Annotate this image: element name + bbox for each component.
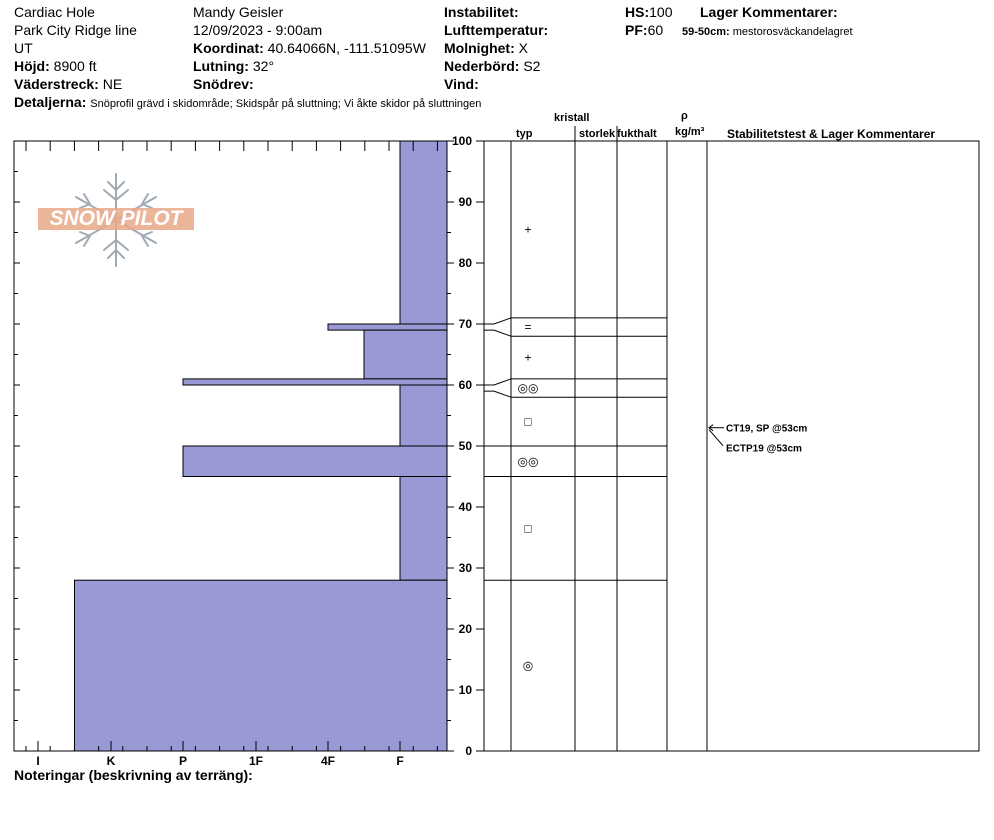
- hardness-bar: [75, 580, 448, 751]
- hardness-tick-label: F: [396, 754, 404, 768]
- depth-tick-label: 10: [458, 683, 472, 697]
- wind-label: Vind:: [444, 76, 479, 92]
- layer-comment-depth: 59-50cm:: [682, 26, 730, 38]
- stability-test-label: CT19, SP @53cm: [726, 423, 808, 435]
- hs-value: 100: [649, 4, 673, 20]
- hardness-bar: [328, 324, 447, 330]
- elevation-value: 8900 ft: [53, 58, 97, 74]
- depth-tick-label: 80: [458, 256, 472, 270]
- precip-label: Nederbörd:: [444, 58, 520, 74]
- crystal-header: kristall: [554, 112, 590, 124]
- precip-value: S2: [523, 58, 541, 74]
- crystal-symbol: +: [524, 350, 532, 365]
- density-unit-header: kg/m³: [675, 126, 705, 138]
- crystal-symbol: □: [524, 521, 532, 536]
- layer-table: [484, 126, 979, 751]
- slope-value: 32°: [252, 58, 275, 74]
- crystal-symbol: ◎: [522, 658, 534, 673]
- layer-comments-label: Lager Kommentarer:: [700, 4, 838, 20]
- stability-test-label: ECTP19 @53cm: [726, 443, 802, 455]
- layer-connector: [484, 330, 511, 336]
- snowpilot-logo-text: SNOW PILOT: [38, 208, 194, 230]
- route-name: Park City Ridge line: [14, 22, 137, 38]
- depth-tick-label: 40: [458, 500, 472, 514]
- coord-label: Koordinat:: [193, 40, 264, 56]
- layer-connector: [484, 379, 511, 385]
- state-name: UT: [14, 40, 33, 56]
- hardness-bar: [183, 446, 447, 477]
- drift-label: Snödrev:: [193, 76, 254, 92]
- size-header: storlek: [579, 128, 616, 140]
- hardness-bar: [400, 385, 447, 446]
- details-value: Snöprofil grävd i skidområde; Skidspår på sluttning; Vi åkte skidor på sluttningen: [90, 98, 482, 110]
- details-label: Detaljerna:: [14, 94, 87, 110]
- airtemp-label: Lufttemperatur:: [444, 22, 549, 38]
- layer-connector: [484, 391, 511, 397]
- layer-connector: [484, 318, 511, 324]
- hs-label: HS:: [625, 4, 650, 20]
- hardness-tick-label: I: [36, 754, 40, 768]
- depth-tick-label: 60: [458, 378, 472, 392]
- hardness-tick-label: 1F: [248, 754, 264, 768]
- hardness-bar: [183, 379, 447, 385]
- aspect-value: NE: [102, 76, 123, 92]
- hardness-bar: [364, 330, 447, 379]
- moisture-header: fukthalt: [617, 128, 657, 140]
- depth-tick-label: 100: [451, 134, 472, 148]
- elevation-label: Höjd:: [14, 58, 50, 74]
- depth-tick-label: 30: [458, 561, 472, 575]
- observation-datetime: 12/09/2023 - 9:00am: [193, 22, 323, 38]
- crystal-symbol: =: [524, 320, 532, 335]
- crystal-symbol: +: [524, 222, 532, 237]
- hardness-tick-label: P: [178, 754, 188, 768]
- crystal-symbol: ◎◎: [517, 381, 539, 396]
- depth-tick-label: 90: [458, 195, 472, 209]
- hardness-tick-label: K: [106, 754, 116, 768]
- pf-value: 60: [647, 22, 664, 38]
- snowpilot-logo: [38, 170, 194, 270]
- hardness-bar: [400, 141, 447, 324]
- crystal-symbols: [518, 222, 539, 672]
- pf-label: PF:: [625, 22, 648, 38]
- hardness-bar: [400, 477, 447, 581]
- layer-comment-text: mestorosväckandelagret: [732, 26, 853, 38]
- depth-tick-label: 20: [458, 622, 472, 636]
- depth-tick-label: 50: [458, 439, 472, 453]
- aspect-label: Väderstreck:: [14, 76, 99, 92]
- location-name: Cardiac Hole: [14, 4, 95, 20]
- hardness-tick-label: 4F: [320, 754, 336, 768]
- test-arrow-line: [709, 430, 723, 446]
- sky-value: X: [518, 40, 528, 56]
- rho-header: ρ: [681, 110, 688, 122]
- depth-tick-label: 0: [465, 744, 472, 758]
- sky-label: Molnighet:: [444, 40, 515, 56]
- stability-header: Stabilitetstest & Lager Kommentarer: [727, 127, 936, 141]
- instability-label: Instabilitet:: [444, 4, 519, 20]
- crystal-symbol: ◎◎: [517, 454, 539, 469]
- stability-tests: [709, 424, 807, 455]
- slope-label: Lutning:: [193, 58, 249, 74]
- crystal-symbol: □: [524, 414, 532, 429]
- observer: Mandy Geisler: [193, 4, 284, 20]
- coord-value: 40.64066N, -111.51095W: [267, 40, 426, 56]
- type-header: typ: [516, 128, 533, 140]
- terrain-notes-label: Noteringar (beskrivning av terräng):: [14, 767, 253, 783]
- depth-tick-label: 70: [458, 317, 472, 331]
